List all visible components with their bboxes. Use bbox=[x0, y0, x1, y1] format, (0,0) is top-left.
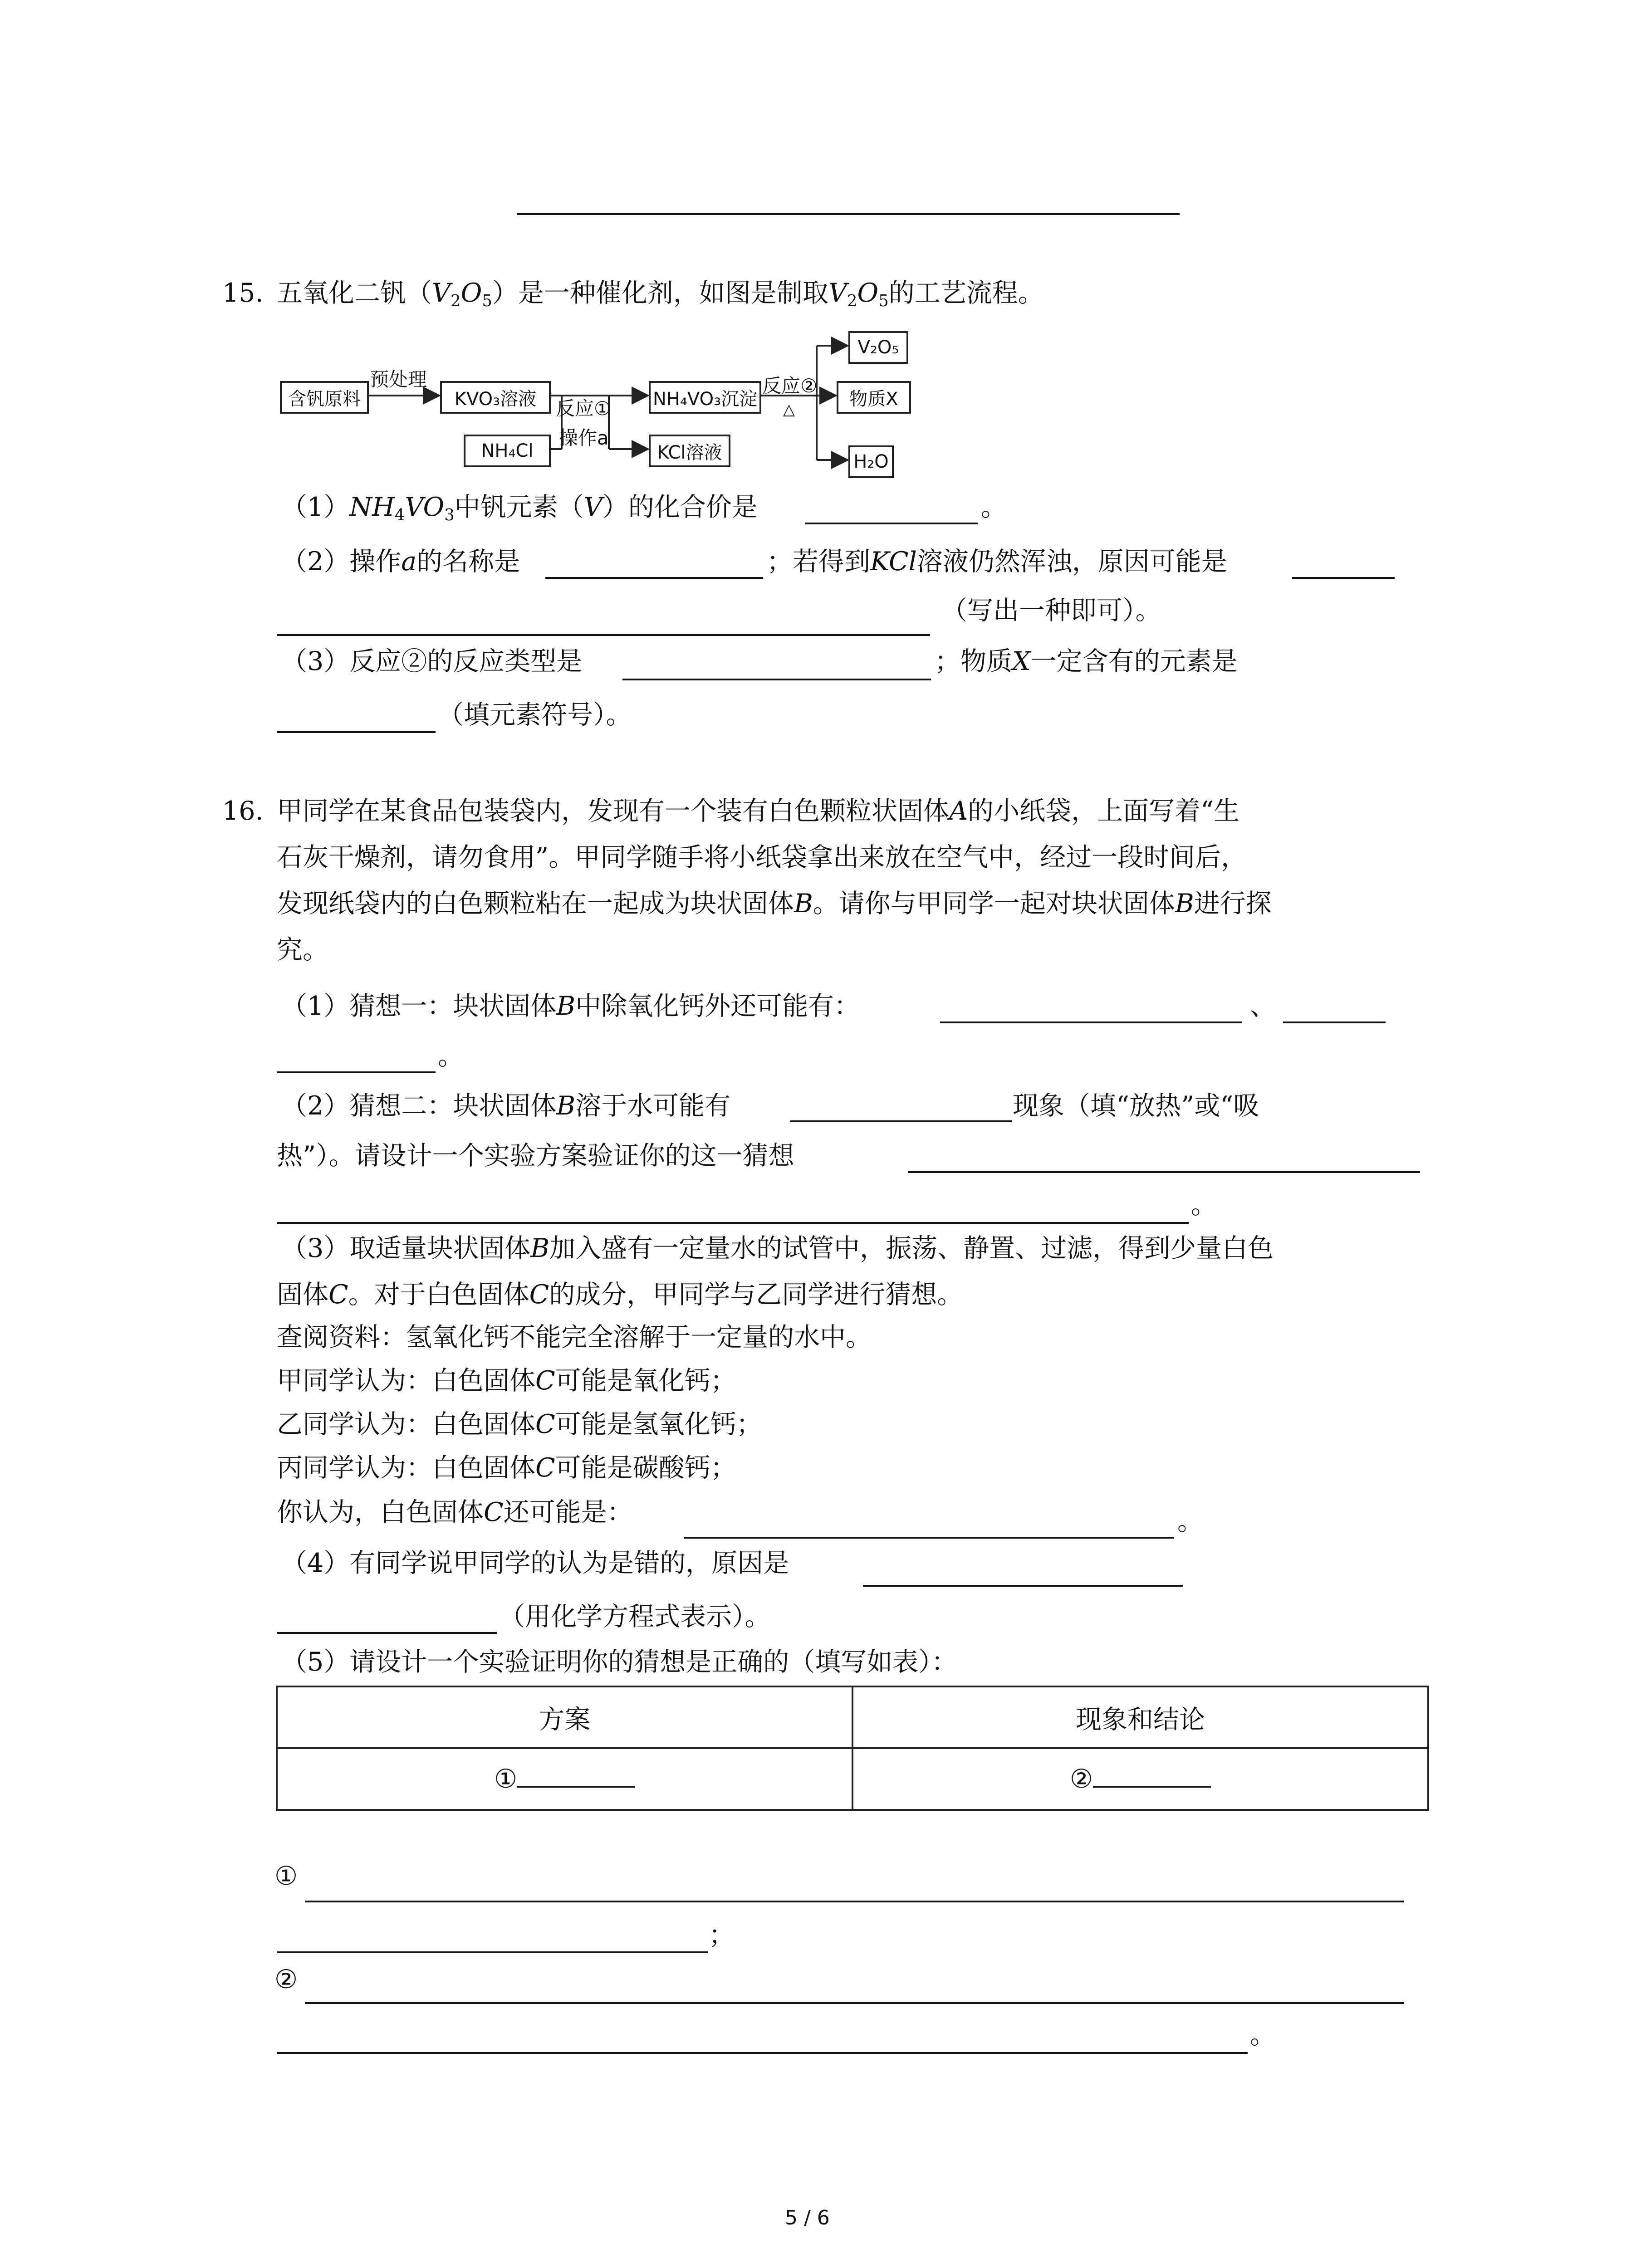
q16-number: 16. bbox=[222, 796, 264, 826]
answer-2-end: 。 bbox=[1250, 2020, 1276, 2050]
q16-opinion-text: 乙同学认为：白色固体 bbox=[277, 1409, 535, 1439]
q16-solid-b: B bbox=[556, 991, 576, 1021]
q16-your-guess-end: 。 bbox=[1177, 1506, 1203, 1536]
q15-operation-name-blank[interactable] bbox=[545, 577, 763, 579]
q15-part3-cont bbox=[935, 646, 1238, 676]
q16-stem-text: 。请你与甲同学一起对块状固体 bbox=[813, 889, 1175, 919]
q16-part1 bbox=[281, 993, 860, 1019]
pretreat-label: 预处理 bbox=[370, 368, 427, 391]
q16-part3-text: 。对于白色固体 bbox=[348, 1280, 529, 1310]
q15-part3: （3）反应②的反应类型是 bbox=[281, 646, 583, 676]
q15-part3-text: 一定含有的元素是 bbox=[1030, 646, 1238, 676]
q16-guess1-blank-b[interactable] bbox=[1283, 1022, 1386, 1023]
q15-stem-sub: 5 bbox=[878, 291, 889, 310]
kvo3-box: KVO₃溶液 bbox=[440, 381, 551, 414]
q15-part2-text: 的名称是 bbox=[416, 547, 520, 577]
q16-part2-text: 溶于水可能有 bbox=[575, 1091, 731, 1121]
q15-part3-note: （填元素符号）。 bbox=[438, 700, 632, 730]
answer-1-blank[interactable] bbox=[305, 1901, 1404, 1902]
q15-part2-var: a bbox=[401, 547, 417, 577]
plan-circle-1: ① bbox=[494, 1764, 518, 1794]
q16-part1-sep: 、 bbox=[1250, 991, 1276, 1021]
q16-solid-c: C bbox=[529, 1280, 549, 1310]
q16-opinion-text: 丙同学认为：白色固体 bbox=[277, 1453, 535, 1483]
page-number: 5 / 6 bbox=[785, 2206, 830, 2229]
table-cell-result bbox=[852, 1748, 1428, 1810]
q15-part1-text: 中钒元素（ bbox=[454, 492, 584, 522]
q16-solid-c: C bbox=[535, 1453, 555, 1483]
q16-opinion-text: 可能是氢氧化钙； bbox=[555, 1409, 762, 1439]
q16-part2-note: 现象（填“放热”或“吸 bbox=[1013, 1091, 1259, 1121]
answer-2-blank-2[interactable] bbox=[277, 2052, 1248, 2054]
q15-part2-text: ；若得到 bbox=[767, 547, 870, 577]
answer-2-blank[interactable] bbox=[305, 2002, 1404, 2004]
q15-part2 bbox=[281, 549, 520, 575]
q16-stem-text: 进行探 bbox=[1194, 889, 1272, 919]
operation-a-label: 操作a bbox=[559, 427, 609, 449]
q15-part3-text: ；物质 bbox=[935, 646, 1012, 676]
q16-solid-c: C bbox=[535, 1366, 555, 1396]
q15-part2-note: （写出一种即可）。 bbox=[941, 596, 1161, 626]
q15-element-blank[interactable] bbox=[277, 731, 436, 733]
answer-2-marker: ② bbox=[274, 1965, 298, 1994]
q15-part1-end: 。 bbox=[981, 492, 1007, 522]
q16-stem-text: 的小纸袋，上面写着“生 bbox=[968, 796, 1240, 826]
nh4vo3-box: NH₄VO₃沉淀 bbox=[649, 381, 761, 414]
q16-opinion-text: 可能是碳酸钙； bbox=[555, 1453, 736, 1483]
plan-blank[interactable] bbox=[517, 1766, 635, 1788]
reaction2-label: 反应② bbox=[762, 375, 818, 397]
q16-guess1-blank-c[interactable] bbox=[277, 1071, 436, 1073]
substance-x-box: 物质X bbox=[837, 381, 911, 414]
q15-number: 15. bbox=[222, 278, 264, 308]
reaction1-label: 反应① bbox=[556, 397, 611, 420]
q16-solid-b: B bbox=[794, 889, 813, 919]
q16-part3-text: 的成分，甲同学与乙同学进行猜想。 bbox=[549, 1280, 963, 1310]
flow-arrows bbox=[0, 0, 1641, 499]
q16-part3 bbox=[281, 1233, 1274, 1263]
table-header-result: 现象和结论 bbox=[852, 1686, 1428, 1748]
answer-1-marker: ① bbox=[274, 1861, 298, 1891]
q15-stem-sub: 5 bbox=[482, 291, 492, 310]
answer-1-blank-2[interactable] bbox=[277, 1951, 708, 1953]
table-header-plan: 方案 bbox=[277, 1686, 852, 1748]
q15-stem-b: ）是一种催化剂，如图是制取 bbox=[492, 278, 828, 308]
q16-part4: （4）有同学说甲同学的认为是错的，原因是 bbox=[281, 1548, 789, 1578]
q16-solid-c: C bbox=[484, 1497, 504, 1527]
q15-part1-sub: 4 bbox=[394, 505, 405, 524]
q16-part2-line2: 热”）。请设计一个实验方案验证你的这一猜想 bbox=[277, 1141, 794, 1171]
q16-part3-text: （3）取适量块状固体 bbox=[281, 1233, 531, 1263]
q15-reaction-type-blank[interactable] bbox=[622, 679, 931, 680]
q16-opinion-text: 可能是氧化钙； bbox=[555, 1366, 736, 1396]
v2o5-box: V₂O₅ bbox=[848, 331, 908, 364]
q15-stem-o: O bbox=[460, 278, 482, 308]
result-circle-2: ② bbox=[1069, 1764, 1093, 1794]
q16-student-bing bbox=[277, 1455, 736, 1481]
q16-opinion-text: 还可能是： bbox=[503, 1497, 633, 1527]
q16-stem-line2: 石灰干燥剂，请勿食用”。甲同学随手将小纸袋拿出来放在空气中，经过一段时间后， bbox=[277, 842, 1247, 872]
q15-part1-v: V bbox=[583, 492, 603, 522]
experiment-plan-table bbox=[276, 1686, 1429, 1811]
q16-part3-line2 bbox=[277, 1282, 963, 1308]
answer-1-end: ； bbox=[709, 1920, 735, 1950]
q16-opinion-text: 你认为，白色固体 bbox=[277, 1497, 484, 1527]
q15-part2-cont bbox=[767, 549, 1227, 575]
q15-part1 bbox=[281, 494, 758, 523]
q16-equation-blank[interactable] bbox=[277, 1632, 497, 1634]
q16-solid-c: C bbox=[328, 1280, 348, 1310]
q16-part1-text: （1）猜想一：块状固体 bbox=[281, 991, 557, 1021]
nh4cl-box: NH₄Cl bbox=[464, 435, 551, 467]
q16-part2-text: （2）猜想二：块状固体 bbox=[281, 1091, 557, 1121]
q15-part1-formula: NH bbox=[349, 492, 395, 522]
q15-part1-formula: VO bbox=[405, 492, 445, 522]
q16-student-jia bbox=[277, 1368, 736, 1394]
q16-part1-text: 中除氧化钙外还可能有： bbox=[575, 991, 860, 1021]
q15-stem-o: O bbox=[857, 278, 879, 308]
q16-stem-line1 bbox=[277, 798, 1239, 824]
q16-student-yi bbox=[277, 1409, 762, 1439]
q15-stem-a: 五氧化二钒（ bbox=[277, 278, 432, 308]
q16-stem-text: 发现纸袋内的白色颗粒粘在一起成为块状固体 bbox=[277, 889, 794, 919]
q16-your-guess bbox=[277, 1497, 633, 1527]
heat-symbol: △ bbox=[783, 401, 795, 419]
q16-solid-c: C bbox=[535, 1409, 555, 1439]
q16-solid-a: A bbox=[949, 796, 968, 826]
q16-stem-line4: 究。 bbox=[277, 935, 328, 965]
q15-part1-sub: 3 bbox=[444, 505, 455, 524]
q16-part2-end: 。 bbox=[1191, 1190, 1217, 1220]
q16-info: 查阅资料：氢氧化钙不能完全溶解于一定量的水中。 bbox=[277, 1322, 872, 1352]
h2o-box: H₂O bbox=[848, 445, 894, 478]
q15-valence-blank[interactable] bbox=[805, 523, 978, 524]
q15-part2-label: （2）操作 bbox=[281, 547, 402, 577]
q15-reason-blank-2[interactable] bbox=[277, 634, 930, 636]
q16-experiment-blank[interactable] bbox=[908, 1171, 1420, 1173]
q15-part1-text: ）的化合价是 bbox=[602, 492, 758, 522]
q16-part5: （5）请设计一个实验证明你的猜想是正确的（填写如表）： bbox=[281, 1647, 957, 1677]
q16-solid-b: B bbox=[1175, 889, 1194, 919]
kcl-box: KCl溶液 bbox=[649, 435, 730, 467]
raw-material-box: 含钒原料 bbox=[280, 381, 369, 414]
q16-part3-text: 固体 bbox=[277, 1280, 328, 1310]
result-blank[interactable] bbox=[1093, 1766, 1211, 1788]
q16-guess1-blank-a[interactable] bbox=[940, 1022, 1242, 1023]
q15-part1-label: （1） bbox=[281, 492, 350, 522]
q16-your-guess-blank[interactable] bbox=[684, 1537, 1174, 1539]
q15-stem-v: V bbox=[828, 278, 847, 308]
q16-heat-blank[interactable] bbox=[790, 1120, 1012, 1122]
q15-part2-kcl: KCl bbox=[870, 547, 917, 577]
q15-part2-text: 溶液仍然浑浊，原因可能是 bbox=[916, 547, 1227, 577]
q15-stem-sub: 2 bbox=[451, 291, 461, 310]
q15-reason-blank[interactable] bbox=[1292, 577, 1395, 579]
q16-part2 bbox=[281, 1093, 730, 1119]
q16-part1-end: 。 bbox=[438, 1041, 464, 1071]
q16-solid-b: B bbox=[556, 1091, 576, 1121]
q15-stem-v: V bbox=[432, 278, 451, 308]
q16-solid-b: B bbox=[530, 1233, 550, 1263]
q15-stem-c: 的工艺流程。 bbox=[888, 278, 1044, 308]
q15-part3-x: X bbox=[1012, 646, 1031, 676]
q16-stem-line3 bbox=[277, 891, 1272, 917]
q16-part3-text: 加入盛有一定量水的试管中，振荡、静置、过滤，得到少量白色 bbox=[549, 1233, 1274, 1263]
table-cell-plan bbox=[277, 1748, 852, 1810]
q16-opinion-text: 甲同学认为：白色固体 bbox=[277, 1366, 535, 1396]
q16-experiment-blank-2[interactable] bbox=[277, 1222, 1189, 1224]
q16-part4-note: （用化学方程式表示）。 bbox=[499, 1602, 771, 1632]
q15-stem-sub: 2 bbox=[847, 291, 857, 310]
q16-stem-text: 甲同学在某食品包装袋内，发现有一个装有白色颗粒状固体 bbox=[277, 796, 949, 826]
q16-reason-blank[interactable] bbox=[863, 1585, 1183, 1587]
